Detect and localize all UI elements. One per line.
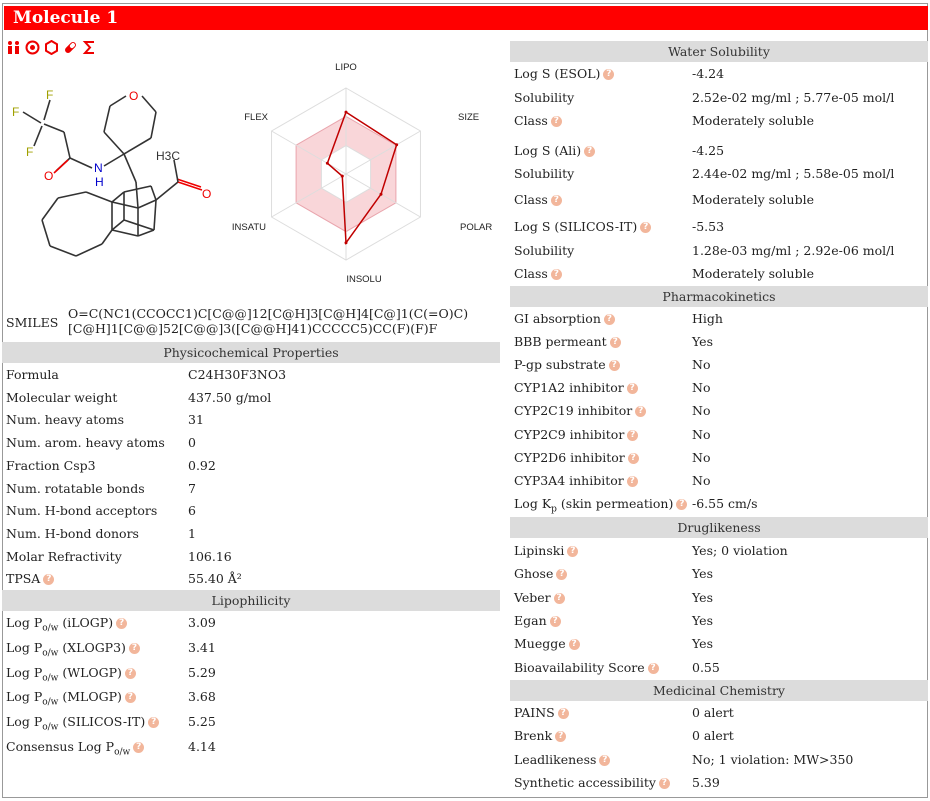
pharmacokinetics-row xyxy=(510,354,928,376)
physchem-row xyxy=(2,546,500,568)
label-part: Log xyxy=(6,714,30,730)
property-label xyxy=(514,87,574,109)
label-part: Num. H-bond acceptors xyxy=(6,503,158,519)
help-icon[interactable]: ? xyxy=(603,69,614,80)
property-label xyxy=(514,63,614,85)
label-part: Fraction Csp3 xyxy=(6,457,96,473)
druglikeness-row xyxy=(510,610,928,632)
pharmacokinetics-row xyxy=(510,308,928,330)
radar-point xyxy=(345,241,348,244)
lipophilicity-row xyxy=(2,686,500,708)
property-label xyxy=(6,478,145,500)
oxygen-label-ring: O xyxy=(129,89,139,103)
property-value: No xyxy=(692,472,711,488)
label-part: (skin permeation) xyxy=(560,496,674,511)
property-value: 2.44e-02 mg/ml ; 5.58e-05 mol/l xyxy=(692,166,895,181)
property-label xyxy=(514,725,566,747)
label-part: S xyxy=(541,219,551,234)
help-icon[interactable]: ? xyxy=(567,546,578,557)
help-icon[interactable]: ? xyxy=(551,269,562,280)
help-icon[interactable]: ? xyxy=(129,643,140,654)
water-solubility-row xyxy=(510,216,928,238)
label-subscript: o/w xyxy=(42,722,59,733)
property-label xyxy=(6,409,124,431)
help-icon[interactable]: ? xyxy=(569,639,580,650)
property-label xyxy=(6,500,157,522)
radar-point xyxy=(326,162,329,165)
property-value: No; 1 violation: MW>350 xyxy=(692,751,854,767)
lipophilicity-header: Lipophilicity xyxy=(2,590,500,611)
property-label xyxy=(6,612,127,640)
hydrogen-label: H xyxy=(95,175,104,189)
help-icon[interactable]: ? xyxy=(599,755,610,766)
pharmacokinetics-row xyxy=(510,493,928,515)
label-part: BBB permeant xyxy=(514,334,607,350)
water-solubility-row xyxy=(510,140,928,162)
physchem-row xyxy=(2,432,500,454)
help-icon[interactable]: ? xyxy=(648,663,659,674)
property-value: 5.29 xyxy=(188,664,216,680)
property-value: No xyxy=(692,403,711,419)
radar-axis-label: INSOLU xyxy=(346,274,382,285)
property-label xyxy=(514,377,638,399)
pharmacokinetics-row xyxy=(510,377,928,399)
lipophilicity-row xyxy=(2,736,500,758)
radar-axis-label: LIPO xyxy=(335,62,357,73)
property-label xyxy=(514,633,580,655)
property-value: 0 alert xyxy=(692,705,734,720)
smiles-line-1: O=C(NC1(CCOCC1)C[C@@]12[C@H]3[C@H]4[C@]1(C(=O)C) xyxy=(68,306,469,321)
sigma-icon[interactable] xyxy=(82,40,97,55)
medchem-row xyxy=(510,725,928,747)
property-value: Yes xyxy=(692,612,713,628)
property-label xyxy=(514,470,638,492)
property-value: C24H30F3NO3 xyxy=(188,367,287,382)
label-part: Log xyxy=(6,664,30,680)
label-part: P xyxy=(105,739,115,754)
label-part: S xyxy=(541,143,551,158)
property-value: Yes xyxy=(692,636,713,652)
property-label xyxy=(6,711,159,739)
druglikeness-row xyxy=(510,633,928,655)
help-icon[interactable]: ? xyxy=(550,616,561,627)
molecule-title-bar xyxy=(4,6,928,30)
druglikeness-row xyxy=(510,657,928,679)
label-part: Egan xyxy=(514,612,547,628)
label-part: PAINS xyxy=(514,705,555,720)
property-value: 2.52e-02 mg/ml ; 5.77e-05 mol/l xyxy=(692,90,895,105)
help-icon[interactable]: ? xyxy=(555,731,566,742)
druglikeness-row xyxy=(510,540,928,562)
help-icon[interactable]: ? xyxy=(628,453,639,464)
label-part: P xyxy=(33,689,43,705)
property-value: 1 xyxy=(188,525,196,541)
property-label xyxy=(514,110,562,132)
property-value: Yes; 0 violation xyxy=(692,543,788,558)
help-icon[interactable]: ? xyxy=(610,337,621,348)
toolbar-icons xyxy=(6,40,97,58)
help-icon[interactable]: ? xyxy=(558,708,569,719)
property-value: 4.14 xyxy=(188,739,216,754)
property-label xyxy=(514,216,651,238)
property-value: -6.55 cm/s xyxy=(692,496,758,511)
property-label xyxy=(6,568,54,590)
water-solubility-row xyxy=(510,163,928,185)
label-part: Leadlikeness xyxy=(514,751,597,767)
pharmacokinetics-header: Pharmacokinetics xyxy=(510,286,928,307)
property-label xyxy=(514,563,567,585)
property-value: 0 alert xyxy=(692,728,734,744)
water-solubility-row xyxy=(510,63,928,85)
label-part: Synthetic accessibility xyxy=(514,774,656,790)
label-part: Ghose xyxy=(514,566,554,582)
label-part: Log xyxy=(514,66,538,81)
label-part: Log xyxy=(514,219,538,234)
label-part: Solubility xyxy=(514,243,575,258)
label-part: (Ali) xyxy=(554,143,582,158)
property-label xyxy=(6,637,140,665)
medchem-row xyxy=(510,749,928,771)
fluorine-label-1: F xyxy=(12,105,20,119)
property-value: No xyxy=(692,449,711,465)
water-solubility-row xyxy=(510,263,928,285)
label-part: Molecular weight xyxy=(6,389,118,405)
druglikeness-row xyxy=(510,587,928,609)
label-part: Molar Refractivity xyxy=(6,548,122,564)
radar-point xyxy=(341,175,344,178)
label-subscript: p xyxy=(551,504,557,515)
druglikeness-header: Druglikeness xyxy=(510,517,928,538)
label-part: Bioavailability Score xyxy=(514,659,645,675)
property-value: 0.55 xyxy=(692,659,720,675)
property-value: 3.41 xyxy=(188,639,216,655)
label-subscript: o/w xyxy=(42,623,59,634)
pharmacokinetics-row xyxy=(510,331,928,353)
label-part: CYP1A2 inhibitor xyxy=(514,380,624,396)
radar-point xyxy=(380,193,383,196)
radar-point xyxy=(395,143,398,146)
property-label xyxy=(514,540,578,562)
oxygen-label-amide: O xyxy=(44,169,54,183)
lipinski-people-icon[interactable] xyxy=(6,40,21,55)
help-icon[interactable]: ? xyxy=(676,499,687,510)
help-icon[interactable]: ? xyxy=(627,383,638,394)
label-part: CYP2D6 inhibitor xyxy=(514,449,625,465)
property-label xyxy=(514,772,670,794)
label-part: Lipinski xyxy=(514,543,565,558)
property-value: -5.53 xyxy=(692,219,725,234)
nitrogen-label: N xyxy=(94,161,103,175)
smiles-value[interactable] xyxy=(68,306,488,336)
lipophilicity-row xyxy=(2,662,500,684)
water-solubility-header: Water Solubility xyxy=(510,41,928,62)
property-label xyxy=(514,447,639,469)
label-part: Class xyxy=(514,113,548,128)
property-value: 3.09 xyxy=(188,615,216,630)
property-label xyxy=(6,686,136,714)
property-value: Moderately soluble xyxy=(692,113,814,128)
label-part: (MLOGP) xyxy=(62,689,122,705)
property-label xyxy=(514,749,610,771)
label-part: (ESOL) xyxy=(554,66,601,81)
property-value: Moderately soluble xyxy=(692,192,814,207)
property-value: 3.68 xyxy=(188,689,216,705)
property-value: Yes xyxy=(692,566,713,582)
help-icon[interactable]: ? xyxy=(125,692,136,703)
radar-point xyxy=(345,111,348,114)
label-part: P xyxy=(33,714,43,730)
property-label xyxy=(6,387,117,409)
oxygen-label-ketone: O xyxy=(202,187,212,201)
property-label xyxy=(6,546,122,568)
physchem-row xyxy=(2,478,500,500)
property-label xyxy=(514,140,595,162)
water-solubility-row xyxy=(510,87,928,109)
physchem-row xyxy=(2,500,500,522)
label-part: Num. heavy atoms xyxy=(6,412,125,428)
label-part: P xyxy=(33,639,43,655)
property-label xyxy=(514,189,562,211)
pharmacokinetics-row xyxy=(510,470,928,492)
label-part: (WLOGP) xyxy=(62,664,122,680)
label-part: Class xyxy=(514,192,548,207)
help-icon[interactable]: ? xyxy=(609,360,620,371)
label-part: P xyxy=(33,615,43,630)
label-part: Veber xyxy=(514,589,551,605)
label-part: Brenk xyxy=(514,728,553,744)
property-value: No xyxy=(692,357,711,373)
bioavailability-radar xyxy=(230,58,500,288)
property-value: 31 xyxy=(188,412,204,428)
medchem-header: Medicinal Chemistry xyxy=(510,680,928,701)
label-part: Log xyxy=(6,689,30,705)
property-label xyxy=(514,702,569,724)
physchem-row xyxy=(2,523,500,545)
label-part: Num. H-bond donors xyxy=(6,525,139,541)
water-solubility-row xyxy=(510,189,928,211)
property-value: 0.92 xyxy=(188,457,216,473)
label-subscript: o/w xyxy=(114,747,131,758)
property-label xyxy=(514,163,574,185)
label-part: Num. arom. heavy atoms xyxy=(6,435,165,451)
property-label xyxy=(514,424,638,446)
smiles-block xyxy=(6,306,502,338)
property-value: 7 xyxy=(188,480,196,496)
molecule-structure xyxy=(6,80,226,270)
label-part: Num. rotatable bonds xyxy=(6,480,145,496)
property-value: 5.39 xyxy=(692,774,720,790)
help-icon[interactable]: ? xyxy=(627,476,638,487)
property-value: 5.25 xyxy=(188,714,216,730)
property-label xyxy=(514,354,620,376)
label-subscript: o/w xyxy=(42,648,59,659)
property-label xyxy=(6,662,136,690)
property-label xyxy=(514,263,562,285)
druglikeness-row xyxy=(510,563,928,585)
label-part: Log xyxy=(514,496,538,511)
lipophilicity-row xyxy=(2,612,500,634)
label-part: K xyxy=(541,496,552,511)
medchem-row xyxy=(510,702,928,724)
property-value: Yes xyxy=(692,334,713,350)
radar-axis-label: POLAR xyxy=(460,222,493,233)
property-label xyxy=(6,523,139,545)
smiles-label: SMILES xyxy=(6,315,59,330)
label-part: Solubility xyxy=(514,90,575,105)
help-icon[interactable]: ? xyxy=(133,742,144,753)
pharmacokinetics-row xyxy=(510,400,928,422)
pharmacokinetics-row xyxy=(510,424,928,446)
label-part: (SILICOS-IT) xyxy=(62,714,146,730)
property-value: 55.40 Å² xyxy=(188,571,242,587)
property-label xyxy=(514,610,561,632)
label-part: GI absorption xyxy=(514,311,601,326)
physchem-header: Physicochemical Properties xyxy=(2,342,500,363)
property-value: -4.24 xyxy=(692,66,725,81)
molecule-title: Molecule 1 xyxy=(13,8,119,28)
radar-axis-label: SIZE xyxy=(458,112,480,123)
help-icon[interactable]: ? xyxy=(148,717,159,728)
help-icon[interactable]: ? xyxy=(627,430,638,441)
pharmacokinetics-row xyxy=(510,447,928,469)
label-subscript: o/w xyxy=(42,697,59,708)
label-part: CYP3A4 inhibitor xyxy=(514,472,624,488)
help-icon[interactable]: ? xyxy=(635,406,646,417)
property-value: 6 xyxy=(188,503,196,519)
property-label xyxy=(514,587,565,609)
label-part: Solubility xyxy=(514,166,575,181)
label-part: Log xyxy=(6,639,30,655)
property-value: No xyxy=(692,426,711,442)
property-value: High xyxy=(692,311,723,326)
radar-axis-label: INSATU xyxy=(231,222,266,233)
fluorine-label-2: F xyxy=(46,88,54,102)
label-part: Consensus Log xyxy=(6,739,102,754)
physchem-row xyxy=(2,364,500,386)
smiles-line-2: [C@H]1[C@@]52[C@@]3([C@@H]41)CCCCC5)CC(F)(F)F xyxy=(68,321,438,336)
property-label xyxy=(6,736,144,764)
methyl-label: H3C xyxy=(156,149,181,163)
property-label xyxy=(6,364,59,386)
label-subscript: o/w xyxy=(42,673,59,684)
property-value: -4.25 xyxy=(692,143,725,158)
help-icon[interactable]: ? xyxy=(551,195,562,206)
label-part: (SILICOS-IT) xyxy=(554,219,638,234)
property-value: 1.28e-03 mg/ml ; 2.92e-06 mol/l xyxy=(692,243,895,258)
lipophilicity-row xyxy=(2,637,500,659)
property-label xyxy=(514,331,621,353)
property-value: No xyxy=(692,380,711,396)
label-part: TPSA xyxy=(6,571,41,587)
property-label xyxy=(514,240,574,262)
property-label xyxy=(6,455,96,477)
help-icon[interactable]: ? xyxy=(125,668,136,679)
label-part: S xyxy=(541,66,551,81)
label-part: Formula xyxy=(6,367,59,382)
help-icon[interactable]: ? xyxy=(604,314,615,325)
physchem-row xyxy=(2,455,500,477)
label-part: P-gp substrate xyxy=(514,357,606,373)
property-label xyxy=(514,308,615,330)
help-icon[interactable]: ? xyxy=(116,618,127,629)
label-part: CYP2C9 inhibitor xyxy=(514,426,625,442)
help-icon[interactable]: ? xyxy=(584,146,595,157)
help-icon[interactable]: ? xyxy=(640,222,651,233)
property-value: Yes xyxy=(692,589,713,605)
label-part: Log xyxy=(6,615,30,630)
physchem-row xyxy=(2,409,500,431)
water-solubility-row xyxy=(510,240,928,262)
lipophilicity-row xyxy=(2,711,500,733)
radar-axis-label: FLEX xyxy=(244,112,268,123)
label-part: Class xyxy=(514,266,548,281)
help-icon[interactable]: ? xyxy=(556,569,567,580)
label-part: (XLOGP3) xyxy=(62,639,126,655)
property-label xyxy=(6,432,165,454)
medchem-row xyxy=(510,772,928,794)
property-value: Moderately soluble xyxy=(692,266,814,281)
capsule-icon[interactable] xyxy=(63,40,78,55)
property-label xyxy=(514,400,646,422)
help-icon[interactable]: ? xyxy=(551,116,562,127)
help-icon[interactable]: ? xyxy=(43,574,54,585)
hexagon-icon[interactable] xyxy=(44,40,59,55)
help-icon[interactable]: ? xyxy=(554,593,565,604)
property-value: 437.50 g/mol xyxy=(188,389,272,405)
label-part: Log xyxy=(514,143,538,158)
water-solubility-row xyxy=(510,110,928,132)
label-part: Muegge xyxy=(514,636,566,652)
fluorine-label-3: F xyxy=(26,145,34,159)
property-value: 0 xyxy=(188,435,196,451)
property-value: 106.16 xyxy=(188,548,232,564)
label-part: CYP2C19 inhibitor xyxy=(514,403,633,419)
physchem-row xyxy=(2,387,500,409)
physchem-row xyxy=(2,568,500,590)
label-part: P xyxy=(33,664,43,680)
label-part: (iLOGP) xyxy=(62,615,114,630)
help-icon[interactable]: ? xyxy=(659,778,670,789)
target-icon[interactable] xyxy=(25,40,40,55)
property-label xyxy=(514,657,659,679)
